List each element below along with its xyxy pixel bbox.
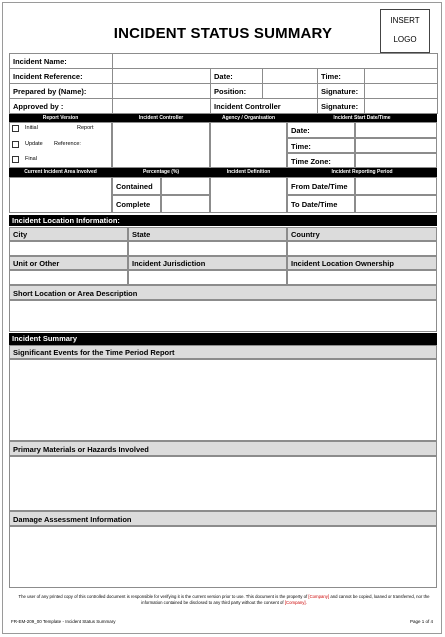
- from-date-label: From Date/Time: [287, 177, 355, 195]
- incident-reference-field[interactable]: [113, 69, 211, 84]
- logo-line-1: INSERT: [390, 16, 420, 25]
- top-fields-table: [9, 53, 438, 114]
- disclaimer-text-1: The user of any printed copy of this controlled document is responsible for verifying it is the current version prior to use. This document is the property of: [18, 594, 308, 599]
- country-label: Country: [287, 227, 437, 241]
- to-date-field[interactable]: [355, 195, 437, 213]
- damage-assessment-label: Damage Assessment Information: [9, 511, 437, 526]
- signature-field[interactable]: [365, 84, 438, 99]
- company-placeholder-1: [Company]: [308, 594, 330, 599]
- approved-by-label: Approved by :: [10, 99, 113, 114]
- start-date-field[interactable]: [355, 122, 437, 138]
- short-location-label: Short Location or Area Description: [9, 285, 437, 300]
- to-date-label: To Date/Time: [287, 195, 355, 213]
- primary-materials-field[interactable]: [9, 456, 437, 511]
- prepared-by-label: Prepared by (Name):: [10, 84, 113, 99]
- definition-header: Incident Definition: [226, 169, 271, 175]
- city-label: City: [9, 227, 128, 241]
- document-reference: FR-EM-209_00 Template - Incident Status Summary: [11, 619, 116, 624]
- start-time-label: Time:: [287, 138, 355, 153]
- current-area-field[interactable]: [9, 177, 112, 213]
- time-zone-label: Time Zone:: [287, 153, 355, 168]
- city-field[interactable]: [9, 241, 128, 256]
- incident-reference-label: Incident Reference:: [10, 69, 113, 84]
- definition-field[interactable]: [210, 177, 287, 213]
- incident-controller-field[interactable]: [112, 122, 210, 168]
- percentage-header: Percentage (%): [142, 169, 180, 175]
- page-title: INCIDENT STATUS SUMMARY: [113, 25, 333, 42]
- incident-name-field[interactable]: [113, 54, 438, 69]
- ownership-label: Incident Location Ownership: [287, 256, 437, 270]
- damage-assessment-field[interactable]: [9, 526, 437, 588]
- complete-field[interactable]: [161, 195, 210, 213]
- footer-disclaimer: [11, 594, 437, 606]
- date-label: Date:: [211, 69, 263, 84]
- document-page: [2, 2, 442, 634]
- contained-label: Contained: [112, 177, 161, 195]
- jurisdiction-field[interactable]: [128, 270, 287, 285]
- incident-name-label: Incident Name:: [10, 54, 113, 69]
- report-label: Report: [77, 125, 94, 131]
- time-field[interactable]: [365, 69, 438, 84]
- agency-field[interactable]: [210, 122, 287, 168]
- final-checkbox[interactable]: [12, 156, 19, 163]
- disclaimer-text-2: and cannot be copied, loaned or transferred, nor the information contained be disclosed to any third party without the consent of: [141, 594, 430, 605]
- contained-field[interactable]: [161, 177, 210, 195]
- reference-label: Reference:: [54, 141, 81, 147]
- incident-controller-label: Incident Controller: [211, 99, 318, 114]
- significant-events-field[interactable]: [9, 359, 437, 441]
- signature-2-field[interactable]: [365, 99, 438, 114]
- time-label: Time:: [318, 69, 365, 84]
- start-time-field[interactable]: [355, 138, 437, 153]
- location-header: Incident Location Information:: [9, 215, 437, 226]
- update-checkbox[interactable]: [12, 141, 19, 148]
- time-zone-field[interactable]: [355, 153, 437, 168]
- initial-checkbox[interactable]: [12, 125, 19, 132]
- initial-label: Initial: [25, 125, 38, 131]
- short-location-field[interactable]: [9, 300, 437, 332]
- state-label: State: [128, 227, 287, 241]
- incident-controller-header: Incident Controller: [138, 115, 184, 121]
- reporting-period-header: Incident Reporting Period: [331, 169, 393, 175]
- update-label: Update: [25, 141, 43, 147]
- start-date-label: Date:: [287, 122, 355, 138]
- from-date-field[interactable]: [355, 177, 437, 195]
- unit-label: Unit or Other: [9, 256, 128, 270]
- date-field[interactable]: [263, 69, 318, 84]
- signature-label: Signature:: [318, 84, 365, 99]
- unit-field[interactable]: [9, 270, 128, 285]
- agency-header: Agency / Organisation: [221, 115, 276, 121]
- position-field[interactable]: [263, 84, 318, 99]
- company-placeholder-2: [Company].: [284, 600, 307, 605]
- approved-by-field[interactable]: [113, 99, 211, 114]
- position-label: Position:: [211, 84, 263, 99]
- primary-materials-label: Primary Materials or Hazards Involved: [9, 441, 437, 456]
- significant-events-label: Significant Events for the Time Period Report: [9, 345, 437, 359]
- report-version-header: Report Version: [42, 115, 79, 121]
- logo-placeholder: [380, 9, 430, 53]
- jurisdiction-label: Incident Jurisdiction: [128, 256, 287, 270]
- summary-header: Incident Summary: [9, 333, 437, 345]
- ownership-field[interactable]: [287, 270, 437, 285]
- final-label: Final: [25, 156, 37, 162]
- current-area-header: Current Incident Area Involved: [24, 169, 97, 175]
- state-field[interactable]: [128, 241, 287, 256]
- signature-2-label: Signature:: [318, 99, 365, 114]
- prepared-by-field[interactable]: [113, 84, 211, 99]
- logo-line-2: LOGO: [393, 35, 417, 44]
- start-date-time-header: Incident Start Date/Time: [333, 115, 391, 121]
- complete-label: Complete: [112, 195, 161, 213]
- page-number: Page 1 of 4: [409, 619, 433, 624]
- country-field[interactable]: [287, 241, 437, 256]
